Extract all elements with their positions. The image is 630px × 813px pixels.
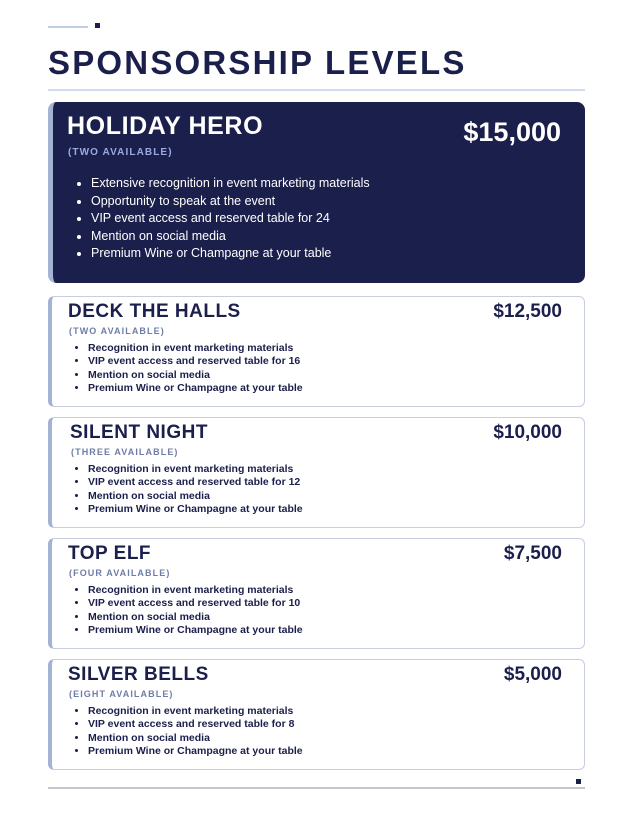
benefit-item: • VIP event access and reserved table for 24 (91, 210, 370, 228)
benefit-item: • Mention on social media (88, 732, 303, 745)
benefit-list (72, 463, 303, 516)
level-availability: (TWO AVAILABLE) (69, 326, 165, 336)
level-price: $5,000 (503, 664, 562, 685)
benefit-item: • Premium Wine or Champagne at your table (88, 382, 303, 395)
benefit-item: • Extensive recognition in event marketing materials (91, 175, 370, 193)
benefit-item: • VIP event access and reserved table for 12 (88, 476, 303, 489)
benefit-item: • Premium Wine or Champagne at your table (88, 745, 303, 758)
level-name: SILVER BELLS (68, 664, 209, 685)
level-availability: (THREE AVAILABLE) (71, 447, 179, 457)
benefit-item: • VIP event access and reserved table for 8 (88, 718, 303, 731)
benefit-list (72, 584, 303, 637)
level-name: DECK THE HALLS (68, 301, 241, 322)
benefit-item: • Recognition in event marketing materials (88, 463, 303, 476)
benefit-item: • Premium Wine or Champagne at your table (88, 503, 303, 516)
benefit-item: • Opportunity to speak at the event (91, 193, 370, 211)
sponsorship-card-holiday-hero (48, 102, 585, 283)
top-accent-line (48, 26, 88, 28)
level-availability: (FOUR AVAILABLE) (69, 568, 171, 578)
sponsorship-card-silver-bells (48, 659, 585, 770)
benefit-item: • Mention on social media (88, 490, 303, 503)
benefit-item: • Recognition in event marketing materials (88, 342, 303, 355)
benefit-item: • Mention on social media (91, 228, 370, 246)
benefit-item: • Premium Wine or Champagne at your table (91, 245, 370, 263)
benefit-list (72, 705, 303, 758)
sponsorship-card-deck-the-halls (48, 296, 585, 407)
bottom-divider (48, 787, 585, 789)
top-accent-dot (95, 23, 100, 28)
benefit-item: • Premium Wine or Champagne at your table (88, 624, 303, 637)
level-price: $7,500 (503, 543, 562, 564)
benefit-item: • Recognition in event marketing materials (88, 705, 303, 718)
benefit-item: • Mention on social media (88, 611, 303, 624)
bottom-accent-dot (576, 779, 581, 784)
title-divider (48, 89, 585, 91)
benefit-list (71, 175, 370, 263)
benefit-list (72, 342, 303, 395)
page-title: SPONSORSHIP LEVELS (48, 44, 467, 81)
benefit-item: • Mention on social media (88, 369, 303, 382)
level-name: SILENT NIGHT (70, 422, 208, 443)
level-availability: (TWO AVAILABLE) (68, 147, 173, 158)
sponsorship-card-top-elf (48, 538, 585, 649)
level-price: $15,000 (463, 117, 561, 147)
level-name: HOLIDAY HERO (67, 112, 264, 140)
level-name: TOP ELF (68, 543, 152, 564)
sponsorship-card-silent-night (48, 417, 585, 528)
benefit-item: • Recognition in event marketing materials (88, 584, 303, 597)
level-availability: (EIGHT AVAILABLE) (69, 689, 174, 699)
benefit-item: • VIP event access and reserved table for 10 (88, 597, 303, 610)
level-price: $10,000 (493, 422, 562, 443)
benefit-item: • VIP event access and reserved table for 16 (88, 355, 303, 368)
level-price: $12,500 (493, 301, 562, 322)
